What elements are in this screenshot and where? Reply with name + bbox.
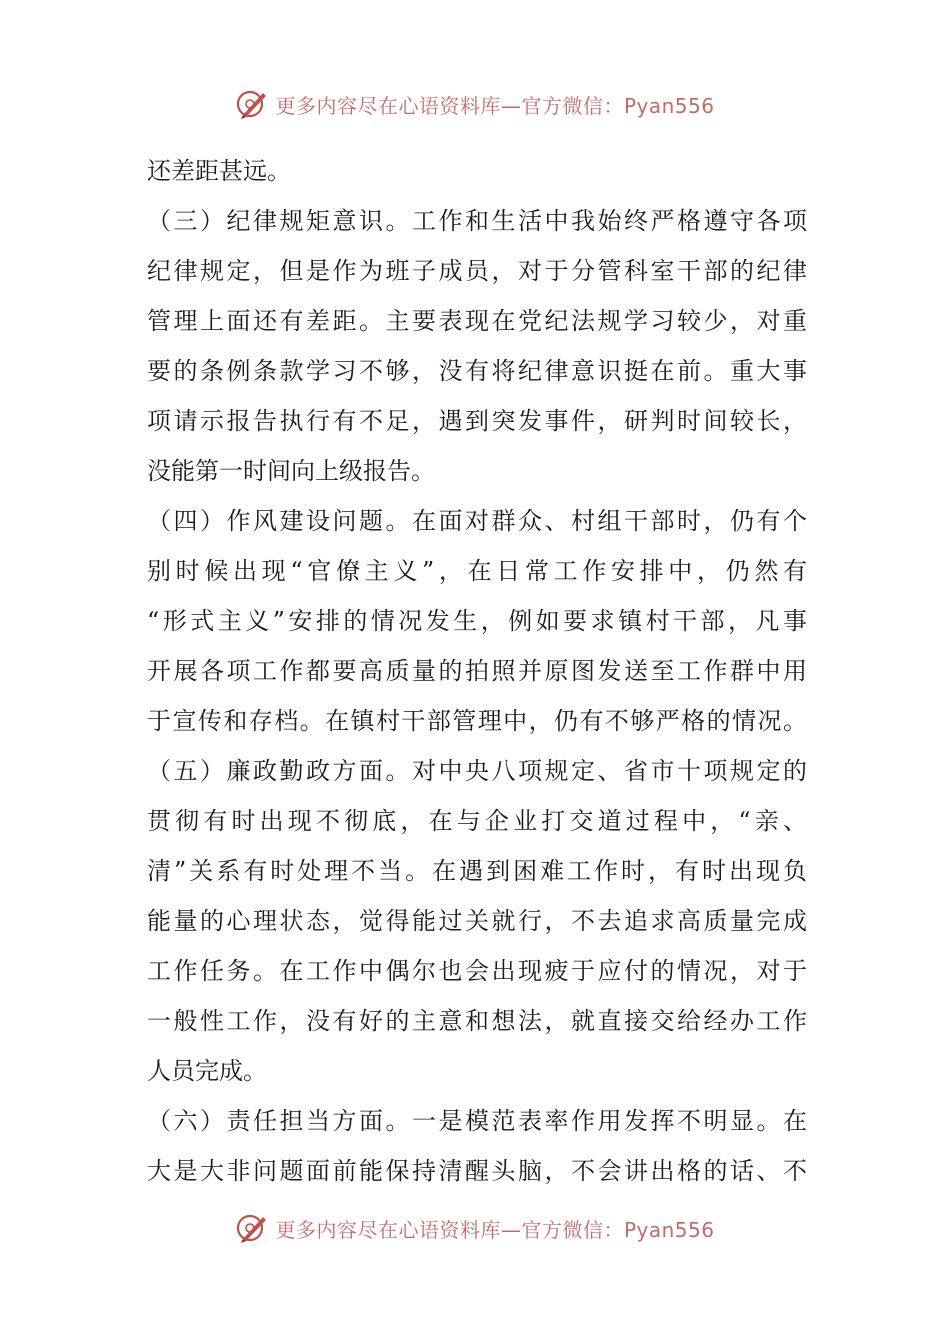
footer-banner [0, 1208, 950, 1248]
document-body [147, 146, 807, 1196]
text-line: 管理上面还有差距。主要表现在党纪法规学习较少，对重 [147, 307, 807, 335]
header-banner [0, 84, 950, 124]
text-line: 项请示报告执行有不足，遇到突发事件，研判时间较长， [147, 407, 807, 435]
text-line: 还差距甚远。 [147, 157, 291, 185]
header-banner-text: 更多内容尽在心语资料库—官方微信：Pyan556 [275, 93, 715, 118]
text-line: 开展各项工作都要高质量的拍照并原图发送至工作群中用 [147, 657, 807, 685]
text-line: 要的条例条款学习不够，没有将纪律意识挺在前。重大事 [147, 357, 807, 385]
text-line: （四）作风建设问题。在面对群众、村组干部时，仍有个 [147, 507, 807, 535]
text-line: 别时候出现“官僚主义”，在日常工作安排中，仍然有 [147, 557, 807, 585]
text-line: 能量的心理状态，觉得能过关就行，不去追求高质量完成 [147, 907, 807, 935]
text-line: 工作任务。在工作中偶尔也会出现疲于应付的情况，对于 [147, 957, 807, 985]
pen-circle-icon [235, 1211, 269, 1245]
text-line: 清”关系有时处理不当。在遇到困难工作时，有时出现负 [147, 857, 807, 885]
pen-circle-icon [235, 87, 269, 121]
text-line: “形式主义”安排的情况发生，例如要求镇村干部，凡事 [147, 607, 807, 635]
text-line: 贯彻有时出现不彻底，在与企业打交道过程中，“亲、 [147, 807, 807, 835]
text-line: 人员完成。 [147, 1057, 267, 1085]
text-line: （六）责任担当方面。一是模范表率作用发挥不明显。在 [147, 1107, 807, 1135]
text-line: 大是大非问题面前能保持清醒头脑，不会讲出格的话、不 [147, 1157, 807, 1185]
text-line: （五）廉政勤政方面。对中央八项规定、省市十项规定的 [147, 757, 807, 785]
text-line: 于宣传和存档。在镇村干部管理中，仍有不够严格的情况。 [147, 707, 807, 735]
footer-banner-text: 更多内容尽在心语资料库—官方微信：Pyan556 [275, 1217, 715, 1242]
text-line: （三）纪律规矩意识。工作和生活中我始终严格遵守各项 [147, 207, 807, 235]
text-line: 纪律规定，但是作为班子成员，对于分管科室干部的纪律 [147, 257, 807, 285]
text-line: 一般性工作，没有好的主意和想法，就直接交给经办工作 [147, 1007, 807, 1035]
text-line: 没能第一时间向上级报告。 [147, 457, 435, 485]
